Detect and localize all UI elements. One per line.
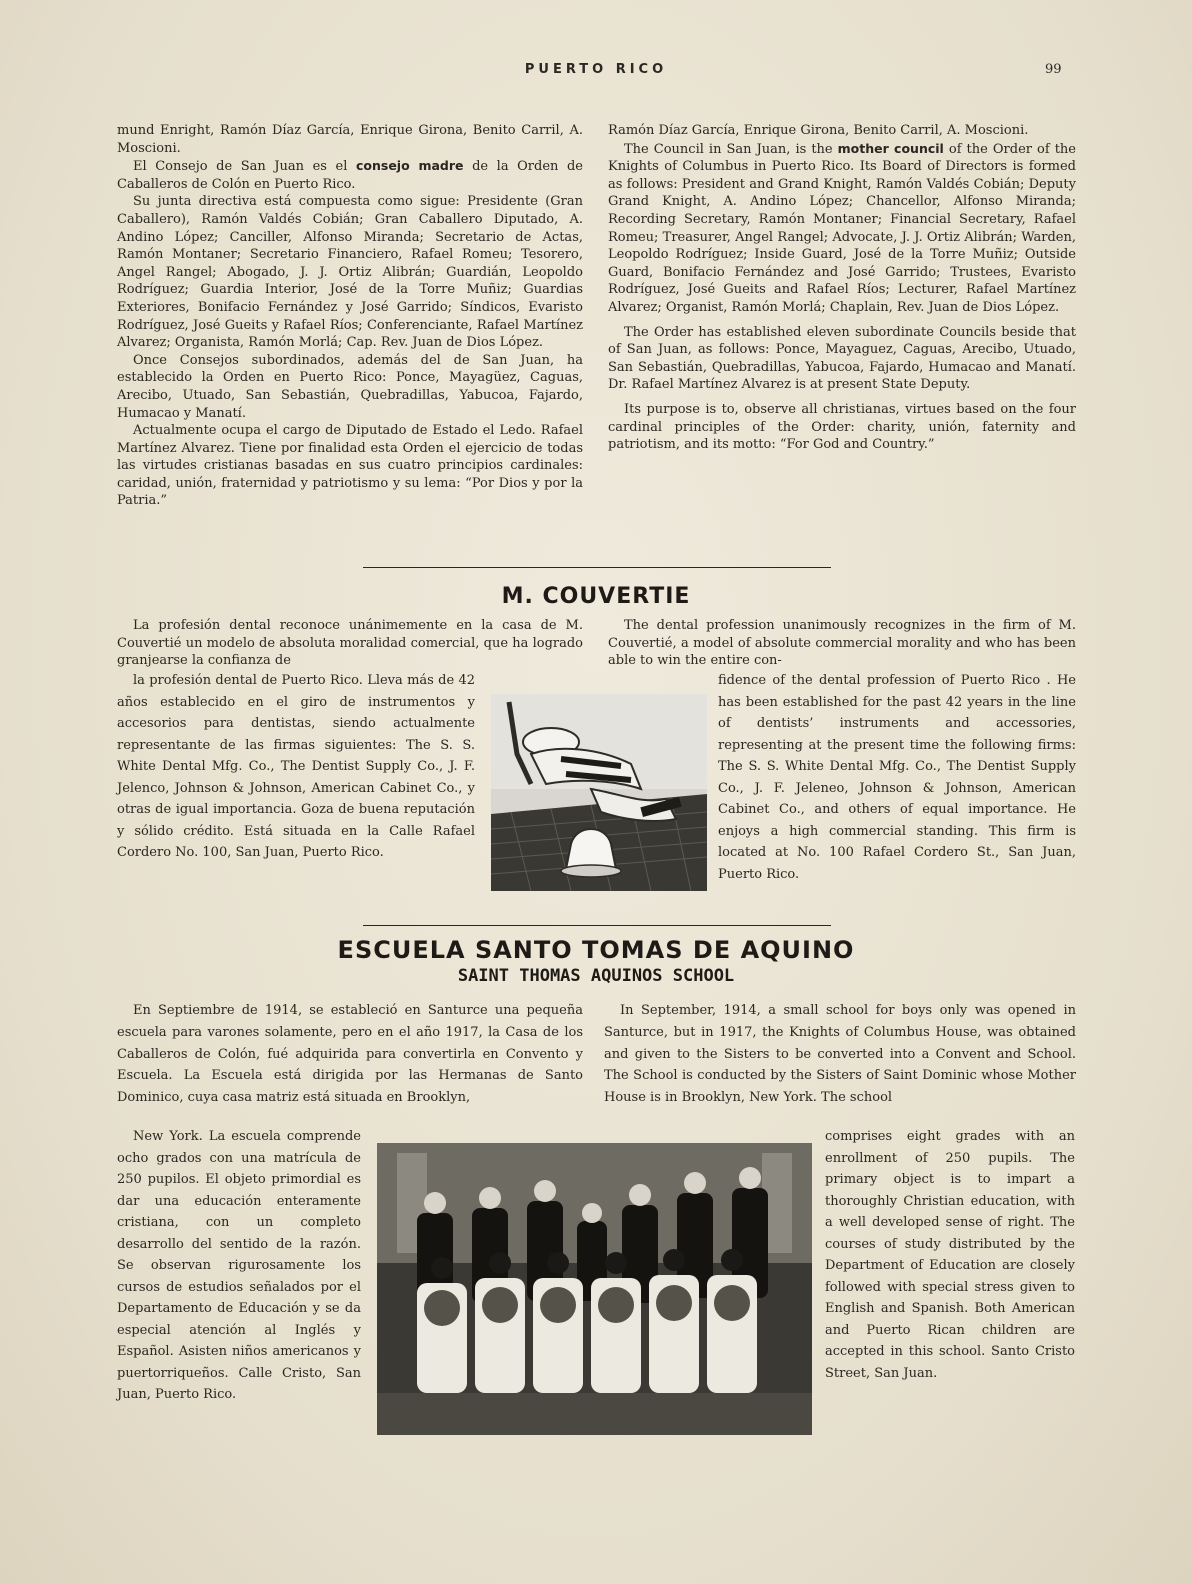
text-run: de la Orden de Caballeros de Colón en Puerto Rico. (117, 159, 583, 192)
dental-chair-photo (491, 694, 707, 891)
couvertie-spanish-top (117, 617, 583, 670)
page-number: 99 (1045, 62, 1062, 77)
knights-spanish-council-paragraph (117, 157, 583, 193)
knights-spanish-paragraph: mund Enright, Ramón Díaz García, Enrique Girona, Benito Carril, A. Moscioni. (117, 123, 583, 156)
bold-term: consejo madre (355, 158, 464, 174)
section-divider (363, 925, 831, 926)
school-title: ESCUELA SANTO TOMAS DE AQUINO (337, 936, 855, 964)
dental-chair-image (491, 694, 707, 891)
school-spanish-top (117, 1000, 583, 1109)
knights-spanish-paragraph: Su junta directiva está compuesta como sigue: Presidente (Gran Caballero), Ramón Valdés Cobián; Gran Caballero Diputado, A. Andino López; Canciller, Alfonso Miranda; Secretario de Actas, Ramón Montaner; Secretario Financiero, Rafael Romeu; Tesorero, Angel Rangel; Abogado, J. J. Ortiz Alibrán; Guardián, Leopoldo Rodríguez; Guardia Interior, José de la Torre Muñiz; Guardias Exteriores, Bonifacio Fernández y José Garrido; Síndicos, Evaristo Rodríguez, José Gueits y Rafael Ríos; Conferenciante, Rafael Martínez Alvarez; Organista, Ramón Morlá; Cap. Rev. Juan de Dios López. (117, 194, 583, 351)
text-run: of the Order of the Knights of Columbus in Puerto Rico. Its Board of Directors is formed as follows: President and Grand Knight, Ramón Valdés Cobián; Deputy Grand Knight, A. Andino López; Chancellor, Alfonso Miranda; Recording Secretary, Ramón Montaner; Financial Secretary, Rafael Romeu; Treasurer, Angel Rangel; Advocate, J. J. Ortiz Alibrán; Warden, Leopoldo Rodríguez; Inside Guard, José de la Torre Muñiz; Outside Guard, Bonifacio Fernández and José Garrido; Trustees, Evaristo Rodríguez, José Gueits and Rafael Ríos; Lecturer, Rafael Martínez Alvarez; Organist, Ramón Morlá; Chaplain, Rev. Juan de Dios López. (608, 141, 1076, 315)
couvertie-spanish-wrap (117, 670, 475, 864)
knights-spanish-paragraph: Once Consejos subordinados, además del de San Juan, ha establecido la Orden en Puerto Rico: Ponce, Mayagüez, Caguas, Arecibo, Utuado, San Sebastián, Quebradillas, Yabucoa, Fajardo, Humacao y Manatí. (117, 352, 583, 421)
text-run: The Council in San Juan, is the (624, 141, 838, 157)
school-spanish-paragraph: En Septiembre de 1914, se estableció en Santurce una pequeña escuela para varones solamente, pero en el año 1917, la Casa de los Caballeros de Colón, fué adquirida para convertirla en Convento y Escuela. La Escuela está dirigida por las Hermanas de Santo Dominico, cuya casa matriz está situada en Brooklyn, (117, 1003, 583, 1106)
couvertie-spanish-paragraph: La profesión dental reconoce unánimemente en la casa de M. Couvertié un modelo de absoluta moralidad comercial, que ha logrado granjearse la confianza de (117, 618, 583, 669)
couvertie-english-wrap (718, 670, 1076, 885)
school-english-wrap (825, 1126, 1075, 1384)
knights-english-paragraph: Ramón Díaz García, Enrique Girona, Benito Carril, A. Moscioni. (608, 123, 1029, 138)
school-spanish-paragraph: New York. La escuela comprende ocho grados con una matrícula de 250 pupilos. El objeto primordial es dar una educación enteramente cristiana, con un completo desarrollo del sentido de la razón. Se observan rigurosamente los cursos de estudios señalados por el Departamento de Educación y se da especial atención al Inglés y Español. Asisten niños americanos y puertorriqueños. Calle Cristo, San Juan, Puerto Rico. (117, 1129, 361, 1402)
school-subtitle: SAINT THOMAS AQUINOS SCHOOL (457, 966, 735, 986)
running-title: PUERTO RICO (524, 62, 668, 77)
knights-spanish-column (117, 122, 583, 510)
bold-term: mother council (837, 140, 944, 156)
graduates-photo (377, 1143, 812, 1435)
section-divider (363, 567, 831, 568)
couvertie-english-paragraph: fidence of the dental profession of Puerto Rico . He has been established for the past 42 years in the line of dentists’ instruments and accessories, representing at the present time the following firms: The S. S. White Dental Mfg. Co., The Dentist Supply Co., J. F. Jeleneo, Johnson & Johnson, American Cabinet Co., and others of equal importance. He enjoys a high commercial standing. This firm is located at No. 100 Rafael Cordero St., San Juan, Puerto Rico. (718, 673, 1076, 882)
knights-english-council-paragraph (608, 140, 1076, 317)
graduates-image (377, 1143, 812, 1435)
couvertie-spanish-paragraph: la profesión dental de Puerto Rico. Lleva más de 42 años establecido en el giro de instrumentos y accesorios para dentistas, siendo actualmente representante de las firmas siguientes: The S. S. White Dental Mfg. Co., The Dentist Supply Co., J. F. Jelenco, Johnson & Johnson, American Cabinet Co., y otras de igual importancia. Goza de buena reputación y sólido crédito. Está situada en la Calle Rafael Cordero No. 100, San Juan, Puerto Rico. (117, 673, 475, 860)
couvertie-title: M. COUVERTIE (501, 584, 691, 609)
school-english-paragraph: comprises eight grades with an enrollment of 250 pupils. The primary object is to impart a thoroughly Christian education, with a well developed sense of right. The courses of study distributed by the Department of Education are closely followed with special stress given to English and Spanish. Both American and Puerto Rican children are accepted in this school. Santo Cristo Street, San Juan. (825, 1129, 1075, 1381)
knights-spanish-paragraph: Actualmente ocupa el cargo de Diputado de Estado el Ledo. Rafael Martínez Alvarez. Tiene por finalidad esta Orden el ejercicio de todas las virtudes cristianas basadas en sus cuatro principios cardinales: caridad, unión, fraternidad y patriotismo y su lema: “Por Dios y por la Patria.” (117, 423, 583, 509)
knights-english-column (608, 122, 1076, 454)
knights-english-paragraph: Its purpose is to, observe all christianas, virtues based on the four cardinal principles of the Order: charity, unión, faternity and patriotism, and its motto: “For God and Country.” (608, 401, 1076, 453)
text-run: El Consejo de San Juan es el (133, 159, 356, 175)
couvertie-english-paragraph: The dental profession unanimously recognizes in the firm of M. Couvertié, a model of absolute commercial morality and who has been able to win the entire con- (608, 618, 1076, 669)
knights-english-paragraph: The Order has established eleven subordinate Councils beside that of San Juan, as follows: Ponce, Mayaguez, Caguas, Arecibo, Utuado, San Sebastián, Quebradillas, Yabucoa, Fajardo, Humacao and Manatí. Dr. Rafael Martínez Alvarez is at present State Deputy. (608, 324, 1076, 393)
couvertie-english-top (608, 617, 1076, 670)
school-english-top (604, 1000, 1076, 1109)
school-spanish-wrap (117, 1126, 361, 1406)
school-english-paragraph: In September, 1914, a small school for boys only was opened in Santurce, but in 1917, the Knights of Columbus House, was obtained and given to the Sisters to be converted into a Convent and School. The School is conducted by the Sisters of Saint Dominic whose Mother House is in Brooklyn, New York. The school (604, 1003, 1076, 1106)
